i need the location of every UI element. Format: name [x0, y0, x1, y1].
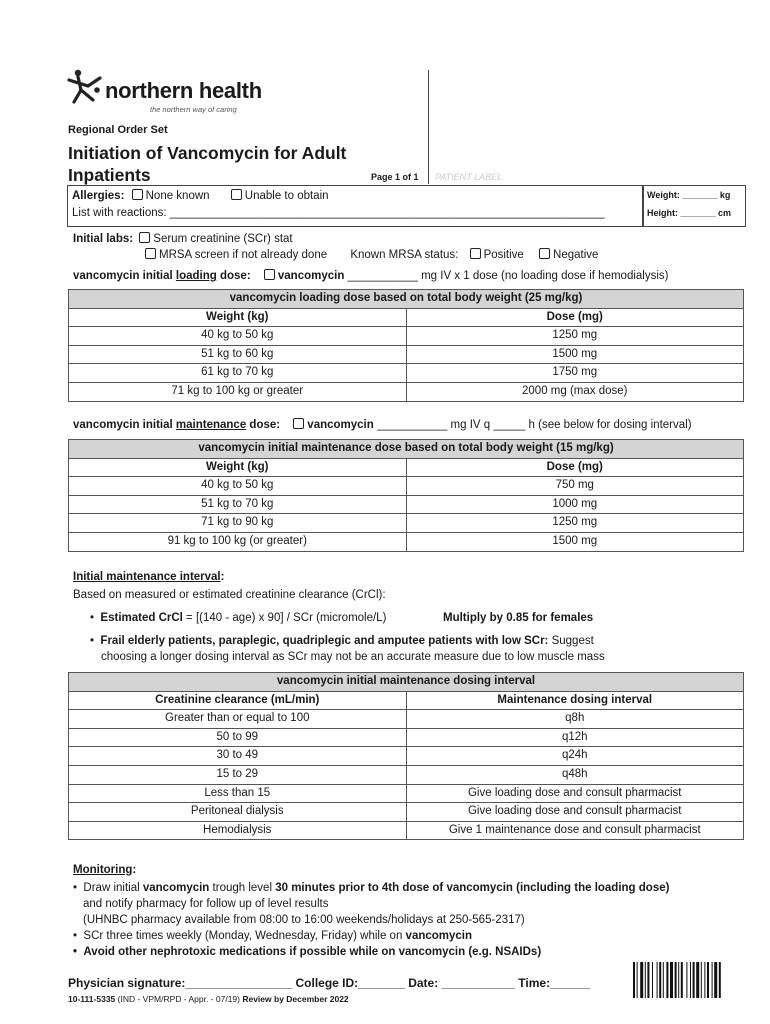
barcode-bar: [637, 962, 638, 998]
table-cell: 750 mg: [406, 477, 744, 496]
table-row: [69, 728, 744, 747]
maint-table-title: vancomycin initial maintenance dose based on total body weight (15 mg/kg): [69, 440, 744, 459]
review-date: Review by December 2022: [242, 994, 349, 1004]
table-cell: 40 kg to 50 kg: [69, 327, 407, 346]
barcode-bar: [647, 962, 649, 998]
height-field[interactable]: Height: _______ cm: [647, 208, 732, 218]
mrsa-negative-label: Negative: [553, 249, 599, 261]
northern-health-logo-icon: [66, 68, 102, 106]
table-cell: 1750 mg: [406, 364, 744, 383]
table-cell: q12h: [406, 728, 744, 747]
scr-checkbox[interactable]: [139, 232, 150, 243]
maintenance-dose-keyword: maintenance: [175, 419, 247, 431]
initial-labs-row: [73, 232, 293, 245]
northern-health-logo: [66, 68, 266, 118]
reactions-field[interactable]: List with reactions: ____________________________________________________________________: [72, 207, 605, 219]
monitoring-bullet-1-line2: and notify pharmacy for follow up of level results: [83, 898, 329, 910]
table-cell: Give loading dose and consult pharmacist: [406, 803, 744, 822]
table-row: [69, 382, 744, 401]
table-cell: Give loading dose and consult pharmacist: [406, 784, 744, 803]
known-mrsa-label: Known MRSA status:: [350, 249, 459, 261]
maintenance-dose-suffix: dose:: [246, 419, 281, 431]
none-known-label: None known: [145, 190, 210, 202]
none-known-checkbox[interactable]: [132, 189, 143, 200]
maintenance-dose-field[interactable]: ___________ mg IV q _____ h (see below for dosing interval): [373, 419, 692, 431]
loading-col-weight: Weight (kg): [69, 308, 407, 327]
mrsa-negative-checkbox[interactable]: [539, 248, 550, 259]
barcode-bar: [666, 962, 668, 998]
crcl-label: Estimated CrCl: [100, 612, 183, 624]
barcode-bar: [670, 962, 673, 998]
maintenance-drug-label: vancomycin: [307, 419, 374, 431]
weight-height-box: [642, 185, 746, 227]
table-cell: 51 kg to 70 kg: [69, 495, 407, 514]
mrsa-positive-checkbox[interactable]: [470, 248, 481, 259]
interval-heading: Initial maintenance interval:: [73, 571, 225, 583]
barcode-bar: [633, 962, 635, 998]
frail-bold-text: Frail elderly patients, paraplegic, quadriplegic and amputee patients with low SCr:: [100, 635, 549, 647]
weight-field[interactable]: Weight: _______ kg: [647, 190, 731, 200]
maint-col-weight: Weight (kg): [69, 458, 407, 477]
barcode-bar: [663, 962, 664, 998]
interval-heading-text: Initial maintenance interval: [73, 571, 221, 583]
table-cell: 1250 mg: [406, 327, 744, 346]
allergies-label: Allergies:: [72, 190, 125, 202]
loading-dose-field[interactable]: ___________ mg IV x 1 dose (no loading dose if hemodialysis): [344, 270, 669, 282]
mrsa-row: [145, 248, 598, 261]
unable-to-obtain-checkbox[interactable]: [231, 189, 242, 200]
barcode-bar: [652, 962, 653, 998]
table-cell: 50 to 99: [69, 728, 407, 747]
interval-col-interval: Maintenance dosing interval: [406, 691, 744, 710]
monitoring-drug: vancomycin: [405, 930, 473, 942]
table-cell: Peritoneal dialysis: [69, 803, 407, 822]
frail-line2: choosing a longer dosing interval as SCr may not be an accurate measure due to low muscle mass: [101, 651, 605, 663]
barcode-bar: [712, 962, 713, 998]
table-cell: 40 kg to 50 kg: [69, 477, 407, 496]
barcode-bar: [645, 962, 646, 998]
initial-labs-label: Initial labs:: [73, 233, 134, 245]
crcl-bullet: • Estimated CrCl = [(140 - age) x 90] / SCr (micromole/L): [90, 612, 387, 624]
barcode-bar: [704, 962, 705, 998]
monitoring-bullet-2: • SCr three times weekly (Monday, Wednesday, Friday) while on vancomycin: [73, 930, 473, 942]
signature-line[interactable]: Physician signature:________________ College ID:_______ Date: ___________ Time:______: [68, 976, 591, 990]
brand-name: northern health: [105, 78, 262, 103]
form-meta: (IND - VPM/RPD - Appr. - 07/19): [115, 994, 243, 1004]
loading-dose-checkbox[interactable]: [264, 269, 275, 280]
barcode-bar: [657, 962, 658, 998]
barcode-bar: [707, 962, 709, 998]
loading-dose-suffix: dose:: [216, 270, 251, 282]
table-row: [69, 514, 744, 533]
barcode-bar: [678, 962, 679, 998]
loading-dose-keyword: loading: [175, 270, 217, 282]
table-cell: 1250 mg: [406, 514, 744, 533]
allergies-box: [67, 185, 644, 227]
frail-bullet: • Frail elderly patients, paraplegic, quadriplegic and amputee patients with low SCr: Suggest: [90, 635, 594, 647]
table-cell: 1500 mg: [406, 345, 744, 364]
table-row: [69, 784, 744, 803]
barcode-bar: [701, 962, 702, 998]
table-row: [69, 532, 744, 551]
mrsa-screen-checkbox[interactable]: [145, 248, 156, 259]
table-cell: q24h: [406, 747, 744, 766]
monitoring-heading: Monitoring:: [73, 864, 137, 876]
table-row: [69, 345, 744, 364]
barcode-bar: [696, 962, 699, 998]
table-row: [69, 364, 744, 383]
table-cell: Give 1 maintenance dose and consult pharmacist: [406, 821, 744, 840]
monitoring-bullet-1: • Draw initial vancomycin trough level 30 minutes prior to 4th dose of vancomycin (including the loading dose): [73, 882, 670, 894]
table-row: [69, 747, 744, 766]
form-code: 10-111-5335: [68, 994, 116, 1004]
barcode-bar: [714, 962, 717, 998]
barcode-icon: [633, 962, 745, 998]
table-row: [69, 803, 744, 822]
interval-based-text: Based on measured or estimated creatinine clearance (CrCl):: [73, 589, 386, 601]
table-cell: 91 kg to 100 kg (or greater): [69, 532, 407, 551]
table-cell: Hemodialysis: [69, 821, 407, 840]
table-cell: 2000 mg (max dose): [406, 382, 744, 401]
maintenance-dose-checkbox[interactable]: [293, 418, 304, 429]
table-row: [69, 327, 744, 346]
monitoring-heading-text: Monitoring: [73, 864, 133, 876]
barcode-bar: [640, 962, 643, 998]
table-cell: Greater than or equal to 100: [69, 710, 407, 729]
table-row: [69, 710, 744, 729]
barcode-bar: [681, 962, 683, 998]
loading-dose-prefix: vancomycin initial: [73, 270, 176, 282]
maintenance-dose-row: [73, 418, 692, 431]
loading-dose-row: [73, 269, 668, 282]
table-cell: 51 kg to 60 kg: [69, 345, 407, 364]
mrsa-screen-label: MRSA screen if not already done: [159, 249, 328, 261]
table-row: [69, 821, 744, 840]
allergies-row: [72, 189, 329, 202]
interval-table-title: vancomycin initial maintenance dosing interval: [69, 673, 744, 692]
barcode-bar: [659, 962, 661, 998]
monitoring-text: SCr three times weekly (Monday, Wednesday, Friday) while on: [83, 930, 406, 942]
table-cell: q48h: [406, 765, 744, 784]
monitoring-timing: 30 minutes prior to 4th dose of vancomycin (including the loading dose): [275, 882, 670, 894]
header-divider: [428, 70, 429, 184]
barcode-bar: [719, 962, 721, 998]
frail-rest-text: Suggest: [548, 635, 594, 647]
table-row: [69, 477, 744, 496]
table-cell: 15 to 29: [69, 765, 407, 784]
maintenance-dose-table: [68, 439, 744, 552]
loading-table-title: vancomycin loading dose based on total body weight (25 mg/kg): [69, 290, 744, 309]
loading-drug-label: vancomycin: [277, 270, 345, 282]
barcode-bar: [690, 962, 691, 998]
scr-label: Serum creatinine (SCr) stat: [153, 233, 293, 245]
monitoring-bullet-1-line3: (UHNBC pharmacy available from 08:00 to 16:00 weekends/holidays at 250-565-2317): [83, 914, 525, 926]
unable-to-obtain-label: Unable to obtain: [244, 190, 329, 202]
page-title: Initiation of Vancomycin for Adult Inpatients: [68, 143, 347, 185]
form-footer: [68, 994, 349, 1004]
patient-label-area: PATIENT LABEL: [435, 172, 503, 182]
dosing-interval-table: [68, 672, 744, 840]
monitoring-text: trough level: [209, 882, 276, 894]
table-cell: 1000 mg: [406, 495, 744, 514]
order-set-label: Regional Order Set: [68, 124, 168, 136]
crcl-formula: = [(140 - age) x 90] / SCr (micromole/L): [182, 612, 387, 624]
maint-col-dose: Dose (mg): [406, 458, 744, 477]
table-cell: 1500 mg: [406, 532, 744, 551]
table-row: [69, 765, 744, 784]
loading-col-dose: Dose (mg): [406, 308, 744, 327]
table-cell: 30 to 49: [69, 747, 407, 766]
table-cell: 71 kg to 90 kg: [69, 514, 407, 533]
maintenance-dose-prefix: vancomycin initial: [73, 419, 176, 431]
table-cell: Less than 15: [69, 784, 407, 803]
table-row: [69, 495, 744, 514]
monitoring-text: Draw initial: [83, 882, 143, 894]
table-cell: 71 kg to 100 kg or greater: [69, 382, 407, 401]
table-cell: 61 kg to 70 kg: [69, 364, 407, 383]
page-number: Page 1 of 1: [371, 172, 419, 182]
barcode-bar: [693, 962, 695, 998]
loading-dose-table: [68, 289, 744, 402]
female-multiplier: Multiply by 0.85 for females: [443, 612, 594, 624]
table-cell: q8h: [406, 710, 744, 729]
monitoring-drug: vancomycin: [142, 882, 210, 894]
barcode-bar: [686, 962, 687, 998]
mrsa-positive-label: Positive: [483, 249, 524, 261]
barcode-bar: [675, 962, 677, 998]
monitoring-bullet-3: • Avoid other nephrotoxic medications if possible while on vancomycin (e.g. NSAIDs): [73, 946, 542, 958]
brand-tagline: the northern way of caring: [150, 105, 237, 114]
interval-col-crcl: Creatinine clearance (mL/min): [69, 691, 407, 710]
monitoring-warning: Avoid other nephrotoxic medications if possible while on vancomycin (e.g. NSAIDs): [83, 946, 542, 958]
